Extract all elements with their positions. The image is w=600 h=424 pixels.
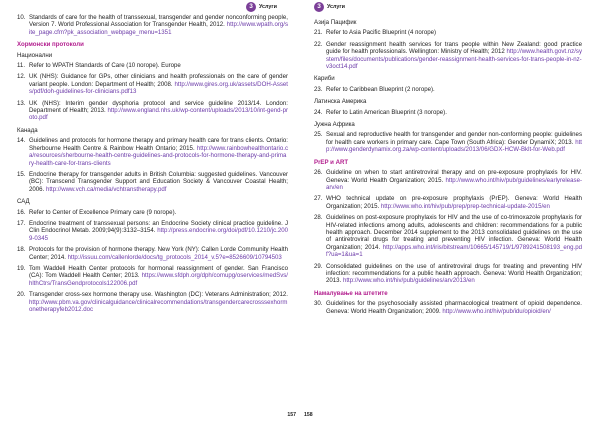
reference-citation: Refer to Asia Pacific Blueprint (4 погоре) [326, 29, 437, 37]
reference-text [326, 86, 582, 93]
reference-item [314, 300, 582, 315]
reference-citation: UK (NHS): Guidance for GPs, other clinicians and health professionals on the care of gender variant people. London: Department of Health; 2008. [29, 73, 288, 88]
reference-item [314, 86, 582, 93]
reference-text [29, 14, 288, 36]
reference-text [326, 29, 582, 36]
reference-text [29, 62, 288, 69]
reference-citation: Endocrine treatment of transsexual persons: an Endocrine Society clinical practice guideline. J Clin Endocrinol Metab. 2009;94(9):3132–3154. [29, 219, 288, 235]
reference-item [17, 265, 288, 287]
reference-link[interactable]: http://www.genderdynamix.org.za/wp-content/uploads/2013/06/GDX-HCW-Bklt-for-Web.pdf [326, 138, 582, 154]
reference-text [29, 220, 288, 242]
reference-item [17, 73, 288, 95]
section-tab [246, 2, 277, 12]
reference-citation: Transgender cross-sex hormone therapy use. Washington (DC): Veterans Administration; 2012. [29, 291, 288, 299]
reference-text [29, 100, 288, 122]
reference-text [326, 300, 582, 315]
reference-link[interactable]: http://www.pbm.va.gov/clinicalguidance/clinicalrecommendations/transgendercarecrosssexhormonetherapyfeb2012.doc [29, 298, 288, 313]
reference-number: 30. [314, 300, 323, 308]
reference-text [326, 195, 582, 210]
reference-citation: Refer to Center of Excellence Primary care (9 погоре). [29, 208, 177, 216]
reference-item [17, 209, 288, 216]
reference-text [29, 73, 288, 95]
reference-number: 13. [17, 99, 26, 107]
reference-link[interactable]: http://www.england.nhs.uk/wp-content/uploads/2013/10/int-gend-proto.pdf [29, 107, 288, 122]
reference-number: 24. [314, 108, 323, 116]
reference-citation: Refer to Caribbean Blueprint (2 погоре). [326, 85, 435, 93]
reference-number: 18. [17, 246, 26, 254]
page-number: 158 [304, 412, 313, 418]
reference-link[interactable]: http://www.who.int/hiv/pub/prep/prep-technical-update-2015/en [380, 202, 550, 210]
reference-text [326, 131, 582, 153]
reference-item [17, 14, 288, 36]
reference-text [326, 169, 582, 191]
reference-number: 23. [314, 85, 323, 93]
reference-text [326, 263, 582, 285]
subsection-heading: Национални [17, 51, 53, 59]
reference-number: 15. [17, 170, 26, 178]
reference-link[interactable]: http://apps.who.int/iris/bitstream/10665/145719/1/9789241508193_eng.pdf?ua=1&ua=1 [326, 243, 582, 259]
reference-number: 28. [314, 214, 323, 222]
reference-citation: Consolidated guidelines on the use of antiretroviral drugs for treating and preventing HIV infection: recommendations for a public health approach. Geneva: World Health Organization; 2013. [326, 262, 582, 285]
reference-citation: Guidelines on post-exposure prophylaxis for HIV and the use of co-trimoxazole prophylaxis for HIV-related infections among adults, adolescents and children: recommendations for a public health approach. December 2014 supplement to the 2013 consolidated guidelines on the use of antiretroviral drugs for treating and preventing HIV infection. Geneva: World Health Organization; 2014. [326, 214, 582, 251]
reference-text [29, 291, 288, 313]
reference-number: 12. [17, 73, 26, 81]
reference-item [314, 131, 582, 153]
reference-number: 25. [314, 131, 323, 139]
reference-item [314, 169, 582, 191]
reference-link[interactable]: https://www.sfdph.org/dph/comupg/oservices/medSvs/hlthCtrs/TransGendprotocols122006.pdf [29, 272, 288, 287]
section-heading: Хормонски протоколи [17, 41, 84, 49]
reference-citation: Standards of care for the health of transsexual, transgender and gender nonconforming people, Version 7. World Professional Association for Transgender Health, 2012. [29, 14, 288, 29]
reference-item [17, 220, 288, 242]
reference-citation: Refer to WPATH Standards of Care (10 погоре). Europe [29, 62, 181, 70]
reference-number: 21. [314, 29, 323, 37]
reference-link[interactable]: http://www.who.int/hiv/pub/idu/opioid/en/ [442, 307, 551, 315]
reference-text [29, 265, 288, 287]
section-heading: Кариби [314, 75, 335, 83]
right-page [300, 0, 600, 424]
reference-text [326, 214, 582, 258]
reference-item [314, 29, 582, 36]
section-heading: Азија Пацифик [314, 19, 357, 26]
section-heading: Латинска Америка [314, 98, 367, 106]
reference-item [17, 171, 288, 193]
reference-text [326, 41, 582, 71]
reference-item [314, 214, 582, 258]
reference-item [314, 109, 582, 116]
reference-item [314, 195, 582, 210]
reference-citation: Refer to Latin American Blueprint (3 погоре). [326, 108, 447, 116]
reference-number: 22. [314, 40, 323, 48]
section-tab-label: Услуги [327, 4, 345, 10]
reference-link[interactable]: http://www.who.int/hiv/pub/guidelines/arv2013/en [342, 277, 475, 285]
page-number: 157 [287, 412, 296, 418]
reference-number: 17. [17, 219, 26, 227]
reference-list [314, 19, 582, 315]
reference-citation: UK (NHS): Interim gender dysphoria protocol and service guideline 2013/14. London: Department of Health; 2013. [29, 99, 288, 115]
reference-link[interactable]: http://www.gires.org.uk/assets/DOH-Assets/pdf/doh-guidelines-for-clinicians.pdf13 [29, 80, 288, 96]
reference-citation: WHO technical update on pre-exposure prophylaxis (PrEP). Geneva: World Health Organization; 2015. [326, 195, 582, 210]
reference-link[interactable]: http://www.rainbowhealthontario.ca/resources/sherbourne-health-centre-guidelines-and-protocols-for-hormone-therapy-and-primary-health-care-for-trans-clients [29, 144, 288, 167]
reference-text [29, 246, 288, 261]
reference-number: 19. [17, 264, 26, 272]
reference-link[interactable]: http://press.endocrine.org/doi/pdf/10.1210/jc.2009-0345 [29, 227, 288, 242]
reference-text [326, 109, 582, 116]
section-heading: Јужна Африка [314, 121, 355, 129]
reference-number: 27. [314, 195, 323, 203]
section-heading: Намалување на штетите [314, 289, 388, 297]
reference-number: 20. [17, 291, 26, 299]
reference-text [29, 209, 288, 216]
section-tab-label: Услуги [259, 4, 277, 10]
reference-number: 14. [17, 137, 26, 145]
reference-citation: Tom Waddell Health Center protocols for hormonal reassignment of gender. San Francisco (CA): Tom Waddell Health Center; 2013. [29, 264, 288, 280]
reference-item [17, 137, 288, 167]
section-tab [314, 2, 345, 12]
reference-citation: Protocols for the provision of hormone therapy. New York (NY): Callen Lorde Community Health Center; 2014. [29, 246, 288, 261]
reference-text [29, 171, 288, 193]
section-heading: САД [17, 198, 30, 206]
reference-number: 11. [17, 62, 26, 70]
reference-number: 26. [314, 169, 323, 177]
section-heading: PrEP и ART [314, 158, 349, 166]
reference-link[interactable]: http://www.wpath.org/site_page.cfm?pk_association_webpage_menu=1351 [29, 21, 288, 36]
reference-citation: Sexual and reproductive health for transgender and gender non-conforming people: guidelines for health care workers in primary care. Cape Town (South Africa): Gender DynamiX; 2013. [326, 131, 582, 146]
reference-link[interactable]: http://www.vch.ca/media/vchtranstherapy.pdf [45, 185, 167, 193]
section-heading: Канада [17, 126, 38, 134]
reference-item [17, 291, 288, 313]
reference-link[interactable]: http://issuu.com/callenlorde/docs/tg_protocols_2014_v.5?e=8526609/10794503 [67, 253, 282, 261]
reference-item [314, 263, 582, 285]
reference-citation: Gender reassignment health services for trans people within New Zealand: good practice guide for health professionals. Wellington: Ministry of Health; 2012 [326, 40, 582, 56]
reference-text [29, 137, 288, 167]
reference-item [17, 62, 288, 69]
reference-item [17, 246, 288, 261]
reference-item [314, 41, 582, 71]
reference-link[interactable]: http://www.who.int/hiv/pub/guidelines/earlyrelease-arv/en [326, 176, 582, 191]
section-number-badge: 3 [246, 2, 256, 12]
reference-number: 10. [17, 14, 26, 21]
reference-citation: Guideline on when to start antiretroviral therapy and on pre-exposure prophylaxis for HIV. Geneva: World Health Organization; 2015. [326, 169, 582, 184]
reference-number: 16. [17, 208, 26, 216]
reference-citation: Guidelines for the psychosocially assisted pharmacological treatment of opioid dependence. Geneva: World Health Organization; 2009. [326, 300, 582, 315]
section-number-badge: 3 [314, 2, 324, 12]
reference-link[interactable]: http://www.health.govt.nz/system/files/documents/publications/gender-reassignment-health-services-for-trans-people-in-nz-v3oct14.pdf [326, 48, 582, 71]
reference-number: 29. [314, 262, 323, 270]
reference-citation: Endocrine therapy for transgender adults in British Columbia: suggested guidelines. Vancouver (BC): Transcend Transgender Support and Education Society & Vancouver Coastal Health; 2006. [29, 170, 288, 193]
reference-citation: Guidelines and protocols for hormone therapy and primary health care for trans clients. Ontario: Sherbourne Health Centre & Rainbow Health Ontario; 2015. [29, 137, 288, 152]
reference-item [17, 100, 288, 122]
reference-list [17, 14, 288, 313]
